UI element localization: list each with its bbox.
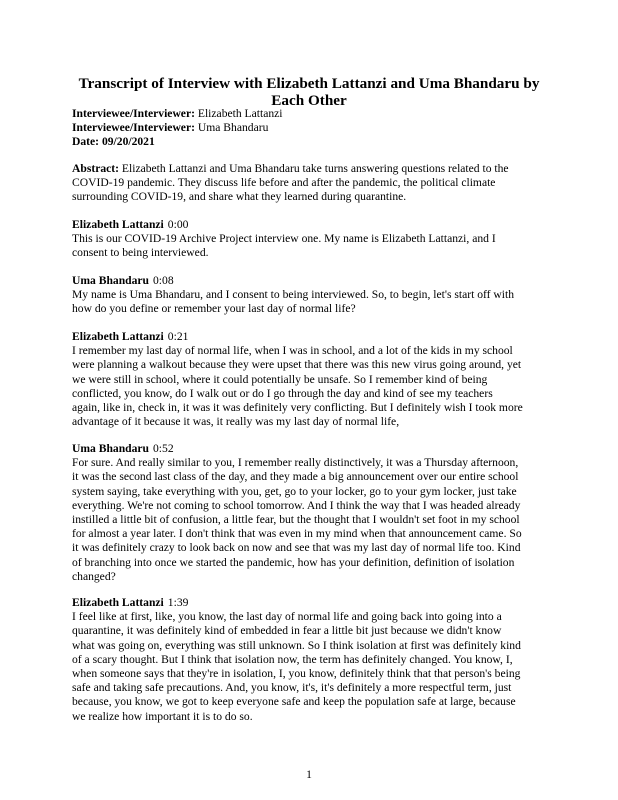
transcript-segment — [72, 596, 550, 724]
meta-value: Uma Bhandaru — [197, 121, 269, 135]
meta-label: Interviewee/Interviewer: — [72, 107, 195, 120]
abstract-line: Abstract: Elizabeth Lattanzi and Uma Bhandaru take turns answering questions related to the — [72, 162, 509, 175]
speaker-name: Elizabeth Lattanzi — [72, 596, 164, 609]
meta-value: Elizabeth Lattanzi — [197, 107, 283, 120]
utterance-line: I remember my last day of normal life, when I was in school, and a lot of the kids in my school — [72, 344, 513, 358]
timestamp: 0:52 — [153, 442, 174, 455]
metadata-block — [72, 107, 546, 150]
utterance-line: we realize how important it is to do so. — [72, 709, 253, 723]
utterance-line: we were still in school, where it could potentially be unsafe. So I remember kind of being — [72, 372, 488, 386]
speaker-heading — [72, 330, 550, 344]
timestamp: 0:08 — [153, 274, 174, 287]
speaker-heading — [72, 596, 550, 610]
utterance-line: everything. We're not coming to school tomorrow. And I think the way that I was headed already — [72, 498, 521, 512]
utterance-line: again, like in, check in, it was it was definitely very conflicting. But I definitely wish I took more — [72, 401, 523, 415]
utterance-line: I feel like at first, like, you know, the last day of normal life and going back into going into a — [72, 610, 502, 624]
speaker-name: Uma Bhandaru — [72, 442, 149, 455]
utterance-line: when someone says that they're in isolation, I, you know, definitely think that that person's being — [72, 667, 521, 681]
utterance-line: what was going on, everything was still unknown. So I think isolation at first was definitely kind — [72, 638, 521, 652]
meta-value: 09/20/2021 — [101, 135, 155, 149]
abstract — [72, 162, 546, 205]
document-title: Transcript of Interview with Elizabeth Lattanzi and Uma Bhandaru by Each Other — [78, 75, 540, 109]
transcript-segment — [72, 330, 550, 429]
utterance-line: it was the second last class of the day, and they made a big announcement over our entire school — [72, 470, 519, 484]
utterance-line: instilled a little bit of confusion, a little fear, but the thought that I wouldn't set foot in my school — [72, 513, 520, 527]
utterance-line: For sure. And really similar to you, I remember really distinctively, it was a Thursday afternoon, — [72, 456, 519, 470]
utterance-line: for almost a year later. I don't think that was even in my mind when that announcement came. So — [72, 527, 522, 541]
speaker-heading — [72, 274, 550, 288]
utterance-line: quarantine, it was definitely kind of embedded in fear a little bit just because we didn't know — [72, 624, 502, 638]
utterance-line: system saying, take everything with you, get, go to your locker, go to your gym locker, just take — [72, 484, 517, 498]
utterance-line: safe and taking safe precautions. And, you know, it's, it's definitely a more respectful term, just — [72, 681, 512, 695]
meta-label: Date: — [72, 135, 100, 149]
utterance-line: This is our COVID-19 Archive Project interview one. My name is Elizabeth Lattanzi, and I — [72, 232, 496, 246]
utterance-line: of branching into once we started the pandemic, how has your definition, definition of isolation — [72, 555, 515, 569]
meta-label: Interviewee/Interviewer: — [72, 121, 195, 135]
utterance-line: consent to being interviewed. — [72, 246, 209, 260]
utterance-line: conflicted, you know, do I walk out or do I go through the day and kind of see my teachers — [72, 386, 493, 400]
abstract-line: surrounding COVID-19, and share what they learned during quarantine. — [72, 190, 407, 204]
transcript-segment — [72, 442, 550, 584]
utterance-line: advantage of it because it was, it really was my last day of normal life, — [72, 415, 400, 429]
utterance-line: My name is Uma Bhandaru, and I consent to being interviewed. So, to begin, let's start off with — [72, 288, 515, 302]
meta-line — [72, 135, 546, 149]
meta-line — [72, 107, 546, 121]
utterance-line: changed? — [72, 569, 116, 583]
timestamp: 1:39 — [167, 596, 189, 609]
utterance-line: because, you know, we got to keep everyone safe and keep the population safe at large, because — [72, 695, 516, 709]
transcript-segment — [72, 274, 550, 317]
abstract-label: Abstract: — [72, 162, 120, 175]
timestamp: 0:00 — [167, 218, 189, 231]
timestamp: 0:21 — [167, 330, 189, 343]
utterance-line: of a scary thought. But I think that isolation now, the term has definitely changed. You know, I, — [72, 652, 513, 666]
meta-line — [72, 121, 546, 135]
speaker-name: Elizabeth Lattanzi — [72, 330, 164, 343]
utterance-line: it was definitely crazy to look back on now and see that was my last day of normal life too. Kind — [72, 541, 521, 555]
utterance-line: how do you define or remember your last day of normal life? — [72, 302, 356, 316]
speaker-heading — [72, 218, 550, 232]
page-number: 1 — [306, 768, 312, 781]
speaker-heading — [72, 442, 550, 456]
abstract-line: COVID-19 pandemic. They discuss life before and after the pandemic, the political climate — [72, 176, 496, 190]
utterance-line: were planning a walkout because they were upset that there was this new virus going around, yet — [72, 358, 522, 372]
speaker-name: Elizabeth Lattanzi — [72, 218, 164, 231]
speaker-name: Uma Bhandaru — [72, 274, 149, 287]
transcript-segment — [72, 218, 550, 261]
